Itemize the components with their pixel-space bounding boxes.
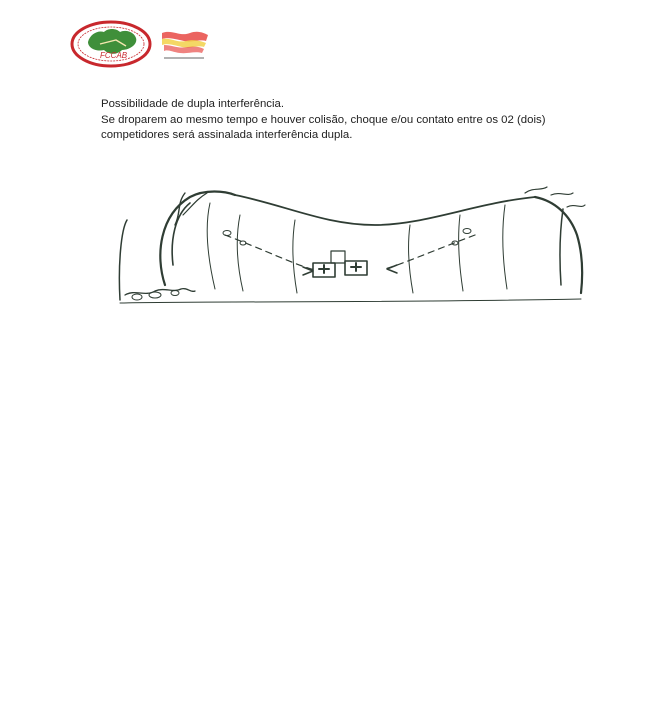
interference-description bbox=[101, 97, 601, 144]
rule-description: Se droparem ao mesmo tempo e houver colisão, choque e/ou contato entre os 02 (dois) competidores será assinalada interferência dupla. bbox=[101, 113, 546, 141]
fecab-logo-icon bbox=[70, 20, 152, 68]
svg-text:FCCAB: FCCAB bbox=[100, 51, 128, 60]
federation-flag-logo-icon bbox=[158, 27, 210, 63]
rule-title: Possibilidade de dupla interferência. bbox=[101, 98, 285, 110]
double-wave-collision-sketch-icon bbox=[115, 185, 587, 307]
